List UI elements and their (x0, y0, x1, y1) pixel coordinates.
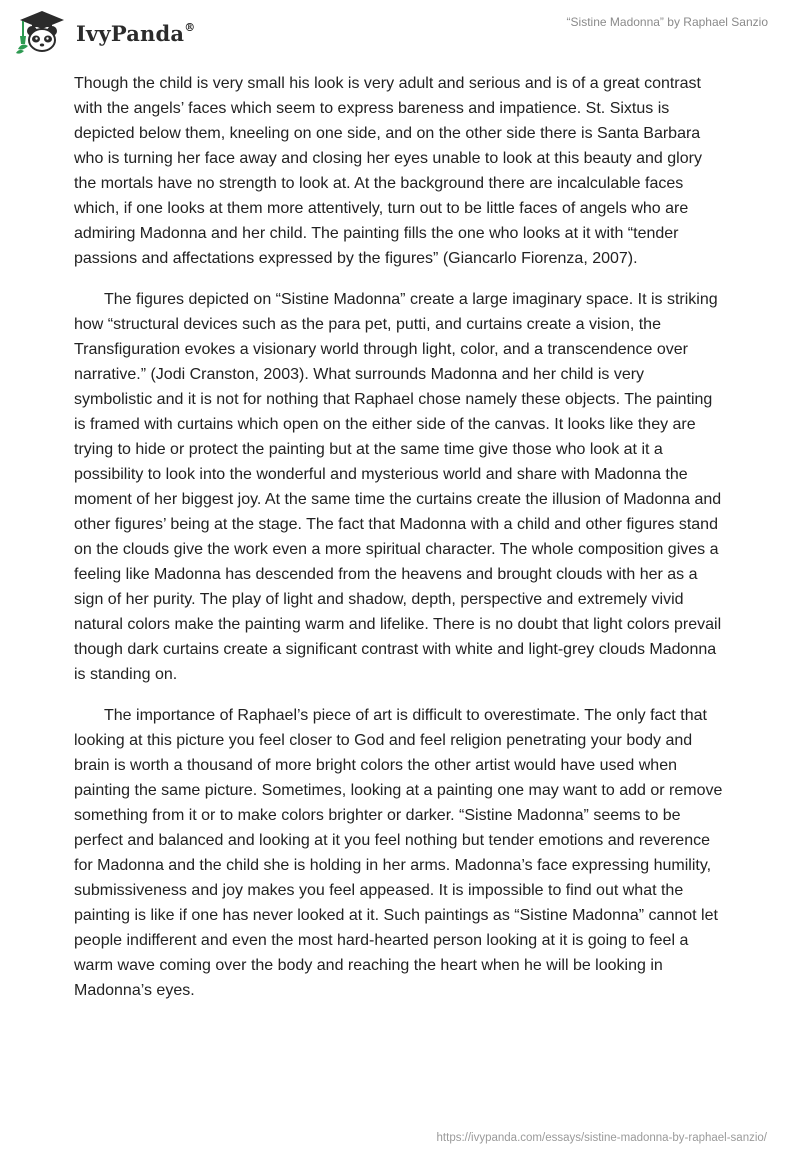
paragraph: The importance of Raphael’s piece of art is difficult to overestimate. The only fact that looking at this picture you feel closer to God and feel religion penetrating your body and brain is worth a thousand of more bright colors the other artist would have used when painting the same picture. Sometimes, looking at a painting one may want to add or remove something from it or to make colors brighter or darker. “Sistine Madonna” seems to be perfect and balanced and looking at it you feel nothing but tender emotions and reverence for Madonna and the child she is holding in her arms. Madonna’s face expressing humility, submissiveness and joy makes you feel appeased. It is impossible to find out what the painting is like if one has never looked at it. Such paintings as “Sistine Madonna” cannot let people indifferent and even the most hard-hearted person looking at it is going to feel a warm wave coming over the body and reaching the heart when he will be looking in Madonna’s eyes. (74, 707, 723, 999)
essay-body (74, 71, 726, 1019)
source-url[interactable]: https://ivypanda.com/essays/sistine-madonna-by-raphael-sanzio/ (436, 1132, 767, 1144)
logo-wordmark: IvyPanda® (76, 20, 196, 46)
paragraph: The figures depicted on “Sistine Madonna” create a large imaginary space. It is striking how “structural devices such as the para pet, putti, and curtains create a vision, the Transfiguration evokes a visionary world through light, color, and a transcendence over narrative.” (Jodi Cranston, 2003). What surrounds Madonna and her child is very symbolistic and it is not for nothing that Raphael chose namely these objects. The painting is framed with curtains which open on the either side of the canvas. It looks like they are trying to hide or protect the painting but at the same time give those who look at it a possibility to look into the wonderful and mysterious world and share with Madonna the moment of her biggest joy. At the same time the curtains create the illusion of Madonna and other figures’ being at the stage. The fact that Madonna with a child and other figures stand on the clouds give the work even a more spiritual character. The whole composition gives a feeling like Madonna has descended from the heavens and brought clouds with her as a sign of her purity. The play of light and shadow, depth, perspective and extremely vivid natural colors make the painting warm and lifelike. There is no doubt that light colors prevail though dark curtains create a significant contrast with white and light-grey clouds Madonna is standing on. (74, 291, 722, 683)
page-header (0, 0, 800, 66)
paragraph: Though the child is very small his look is very adult and serious and is of a great contrast with the angels’ faces which seem to express bareness and impatience. St. Sixtus is depicted below them, kneeling on one side, and on the other side there is Santa Barbara who is turning her face away and closing her eyes unable to look at this beauty and glory the mortals have no strength to look at. At the background there are incalculable faces which, if one looks at them more attentively, turn out to be little faces of angels who are admiring Madonna and her child. The painting fills the one who looks at it with “tender passions and affectations expressed by the figures” (Giancarlo Fiorenza, 2007). (74, 75, 702, 267)
panda-graduate-icon (14, 9, 70, 55)
ivypanda-logo[interactable] (14, 9, 195, 55)
document-title: “Sistine Madonna” by Raphael Sanzio (566, 15, 768, 29)
